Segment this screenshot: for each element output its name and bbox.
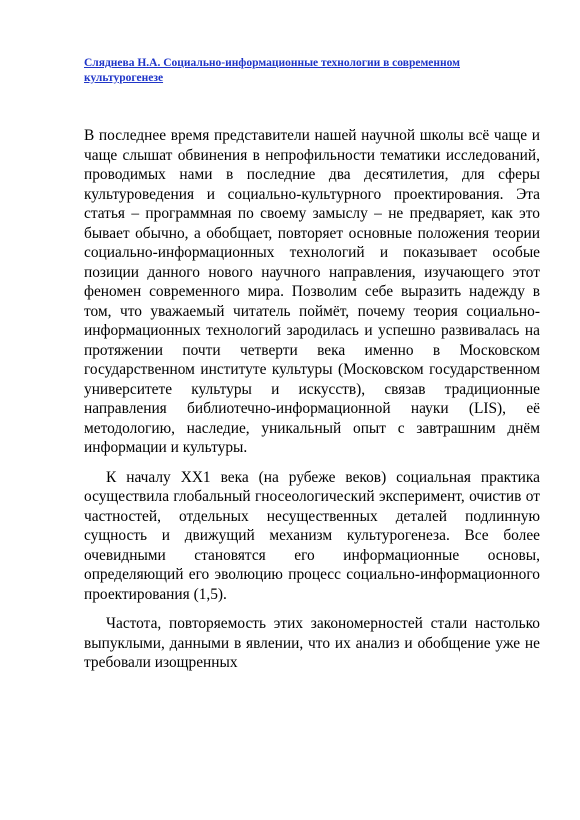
paragraph-1: В последнее время представители нашей научной школы всё чаще и чаще слышат обвинения в непрофильности тематики исследований, проводимых нами в последние два десятилетия, для сферы культуроведения и социально-культурного проектирования. Эта статья – программная по своему замыслу – не предваряет, как это бывает обычно, а обобщает, повторяет основные положения теории социально-информационных технологий и показывает особые позиции данного нового научного направления, изучающего этот феномен современного мира. Позволим себе выразить надежду в том, что уважаемый читатель поймёт, почему теория социально-информационных технологий зародилась и успешно развивалась на протяжении почти четверти века именно в Московском государственном институте культуры (Московском государственном университете культуры и искусств), связав традиционные направления библиотечно-информационной науки (LIS), её методологию, наследие, уникальный опыт с завтрашним днём информации и культуры. — [84, 127, 540, 456]
article-body — [84, 126, 540, 673]
paragraph-3: Частота, повторяемость этих закономерностей стали настолько выпуклыми, данными в явлении, что их анализ и обобщение уже не требовали изощренных — [84, 615, 540, 671]
paragraph-2: К началу ХХ1 века (на рубеже веков) социальная практика осуществила глобальный гносеологический эксперимент, очистив от частностей, отдельных несущественных деталей подлинную сущность и движущий механизм культурогенеза. Все более очевидными становятся его информационные основы, определяющий его эволюцию процесс социально-информационного проектирования (1,5). — [84, 468, 540, 603]
article-title-link[interactable]: Сляднева Н.А. Социально-информационные технологии в современном культурогенезе — [84, 57, 460, 84]
